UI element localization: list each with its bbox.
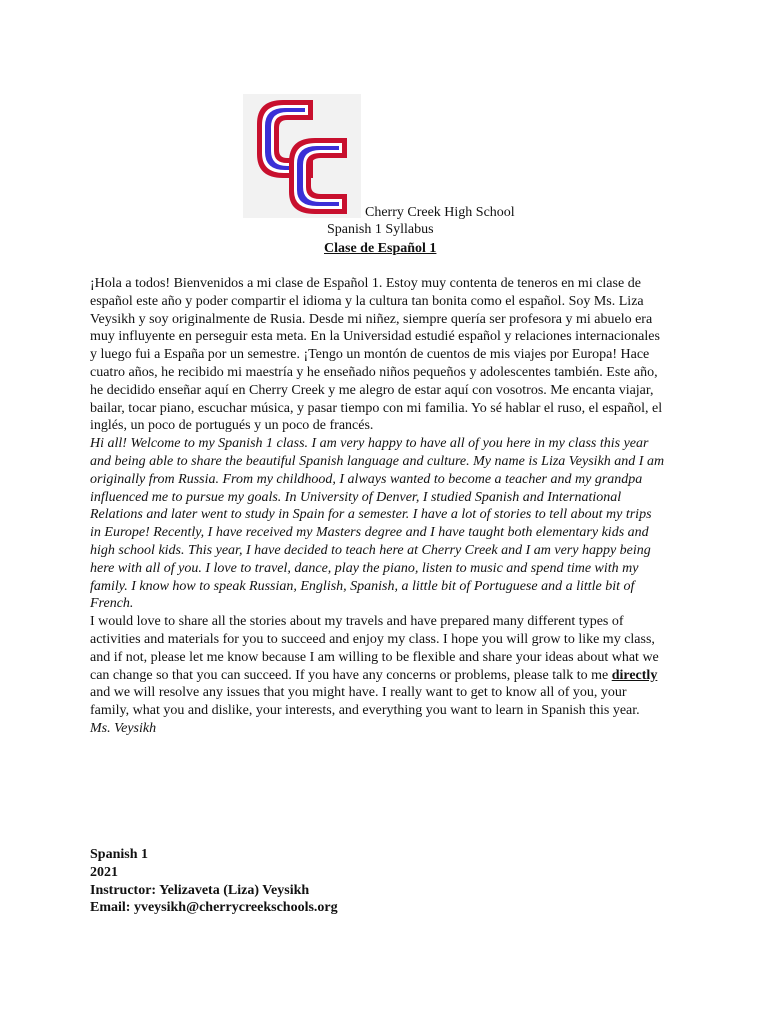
course-name: Spanish 1: [90, 847, 148, 862]
english-italic-paragraph: Hi all! Welcome to my Spanish 1 class. I am very happy to have all of you here in my class this year and being able to share the beautiful Spanish language and culture. My name is Liza Veysikh and I am originally from Russia. From my childhood, I always wanted to become a teacher and my grandpa influenced me to pursue my goals. In University of Denver, I studied Spanish and International Relations and later went to study in Spain for a semester. I have a lot of stories to tell about my trips in Europe! Recently, I have received my Masters degree and I have taught both elementary kids and high school kids. This year, I have decided to teach here at Cherry Creek and I am very happy being here with all of you. I love to travel, dance, play the piano, listen to music and spend time with my family. I know how to speak Russian, English, Spanish, a little bit of Portuguese and a little bit of French.: [90, 436, 665, 612]
class-title: Clase de Español 1: [324, 241, 437, 256]
school-name: Cherry Creek High School: [365, 205, 515, 220]
syllabus-title: Spanish 1 Syllabus: [327, 222, 434, 237]
signature: Ms. Veysikh: [90, 720, 157, 736]
welcome-letter: [90, 275, 665, 738]
english-paragraph: [90, 613, 665, 720]
english-paragraph-part2: and we will resolve any issues that you might have. I really want to get to know all of you, your family, what you and dislike, your interests, and everything you want to learn in Spanish this year.: [90, 685, 640, 719]
instructor-name: Instructor: Yelizaveta (Liza) Veysikh: [90, 882, 310, 898]
cc-logo-graphic: [243, 94, 361, 218]
spanish-paragraph: ¡Hola a todos! Bienvenidos a mi clase de Español 1. Estoy muy contenta de teneros en mi clase de español este año y poder compartir el idioma y la cultura tan bonita como el español. Soy Ms. Liza Veysikh y soy originalmente de Rusia. Desde mi niñez, siempre quería ser profesora y mi abuelo era muy influyente en perseguir esta meta. En la Universidad estudié español y relaciones internacionales y luego fui a España por un semestre. ¡Tengo un montón de cuentos de mis viajes por Europa! Hace cuatro años, he recibido mi maestría y he enseñado niños pequeños y adolescentes también. Este año, he decidido enseñar aquí en Cherry Creek y me alegro de estar aquí con vosotros. Me encanta viajar, bailar, tocar piano, escuchar música, y pasar tiempo con mi familia. Yo sé hablar el ruso, el español, el inglés, un poco de portugués y un poco de francés.: [90, 276, 663, 434]
emphasis-directly: directly: [611, 667, 658, 683]
course-info: [90, 846, 338, 917]
school-logo: [243, 94, 361, 218]
instructor-email: Email: yveysikh@cherrycreekschools.org: [90, 900, 338, 916]
course-year: 2021: [90, 864, 118, 880]
english-paragraph-part1: I would love to share all the stories about my travels and have prepared many different types of activities and materials for you to succeed and enjoy my class. I hope you will grow to like my class, and if not, please let me know because I am willing to be flexible and share your ideas about what we can change so that you can succeed. If you have any concerns or problems, please talk to me: [90, 614, 659, 683]
